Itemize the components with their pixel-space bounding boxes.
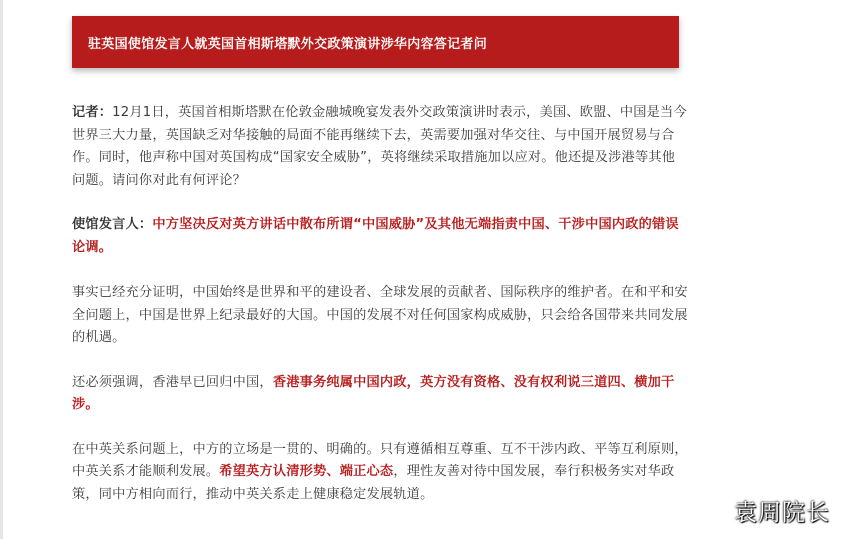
hongkong-emphasis: 香港事务纯属中国内政，英方没有资格、没有权利说三道四、横加干涉。 [72, 374, 675, 412]
relations-paragraph [72, 439, 688, 507]
hongkong-paragraph [72, 372, 688, 417]
article-body [72, 102, 688, 506]
left-divider [0, 0, 3, 539]
relations-text: 在中英关系问题上，中方的立场是一贯的、明确的。只有遵循相互尊重、互不干涉内政、平等互利原则，中英关系才能顺利发展。 [72, 441, 688, 479]
question-paragraph [72, 102, 688, 192]
answer-emphasis: 中方坚决反对英方讲话中散布所谓“中国威胁”及其他无端指责中国、干涉中国内政的错误论调。 [72, 217, 679, 255]
hongkong-text: 还必须强调，香港早已回归中国， [72, 374, 273, 390]
header-banner [72, 16, 679, 68]
facts-paragraph [72, 282, 688, 350]
relations-emphasis: 希望英方认清形势、端正心态 [219, 464, 394, 479]
spokesperson-label: 使馆发言人： [72, 217, 153, 232]
relations-text-after: ，理性友善对待中国发展，奉行积极务实对华政策，同中方相向而行，推动中英关系走上健康稳定发展轨道。 [72, 464, 675, 502]
answer-paragraph [72, 214, 688, 259]
reporter-label: 记者： [72, 105, 113, 120]
watermark: 袁周院长 [734, 500, 830, 526]
page-title: 驻英国使馆发言人就英国首相斯塔默外交政策演讲涉华内容答记者问 [88, 37, 488, 52]
facts-text: 事实已经充分证明，中国始终是世界和平的建设者、全球发展的贡献者、国际秩序的维护者。在和平和安全问题上，中国是世界上纪录最好的大国。中国的发展不对任何国家构成威胁，只会给各国带来共同发展的机遇。 [72, 285, 688, 345]
question-text: 12月1日，英国首相斯塔默在伦敦金融城晚宴发表外交政策演讲时表示，美国、欧盟、中国是当今世界三大力量，英国缺乏对华接触的局面不能再继续下去，英需要加强对华交往、与中国开展贸易与合作。同时，他声称中国对英国构成“国家安全威胁”，英将继续采取措施加以应对。他还提及涉港等其他问题。请问你对此有何评论？ [72, 105, 687, 188]
